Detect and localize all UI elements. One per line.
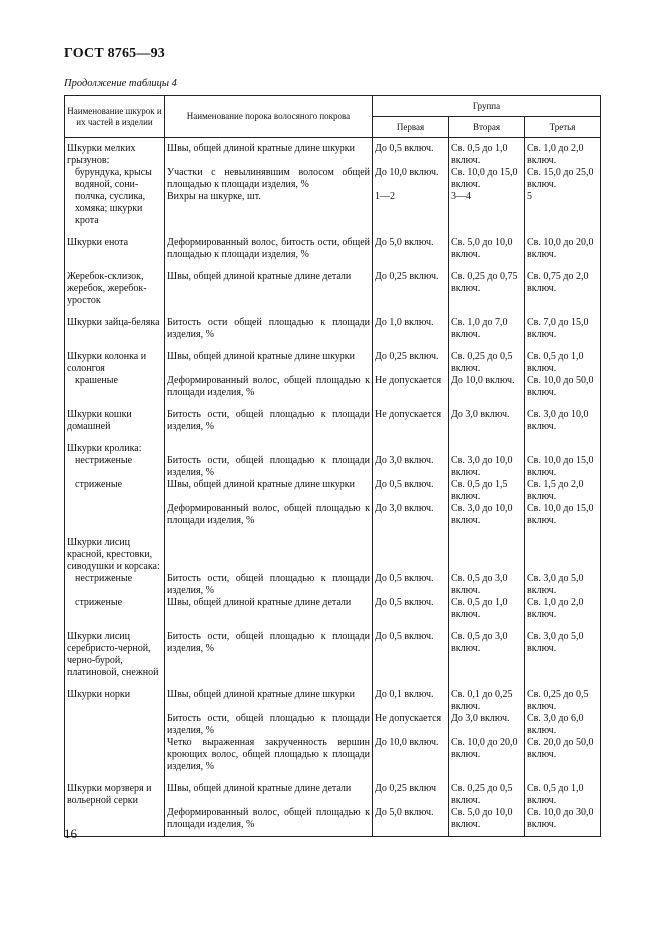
second-group-cell	[449, 138, 525, 233]
product-name: Шкурки енота	[67, 237, 129, 248]
product-subtype-label: нестриженые	[75, 455, 133, 466]
group-value: Св. 15,0 до 25,0 включ.	[527, 167, 594, 190]
first-group-cell	[373, 232, 449, 266]
group-value: Св. 0,5 до 3,0 включ.	[451, 631, 508, 654]
group-value: До 5,0 включ.	[375, 807, 434, 818]
defect-cell	[165, 346, 373, 404]
product-subtype-label: стриженые	[75, 597, 123, 608]
defect-text: Деформированный волос, общей площадью к площади изделия, %	[167, 503, 370, 526]
page-number: 16	[64, 826, 77, 841]
group-value: До 3,0 включ.	[451, 713, 510, 724]
group-value: До 10,0 включ.	[451, 375, 515, 386]
group-value: До 0,25 включ.	[375, 271, 439, 282]
product-cell	[65, 532, 165, 626]
group-value: Св. 20,0 до 50,0 включ.	[527, 737, 594, 760]
defects-table-container	[64, 95, 600, 837]
group-value: Св. 0,25 до 0,5 включ.	[527, 689, 589, 712]
first-group-cell	[373, 346, 449, 404]
defect-text: Битость ости, общей площадью к площади изделия, %	[167, 455, 370, 478]
table-row	[65, 346, 601, 404]
group-value: Св. 0,75 до 2,0 включ.	[527, 271, 589, 294]
product-name: Шкурки норки	[67, 689, 131, 700]
second-group-cell	[449, 312, 525, 346]
product-cell	[65, 404, 165, 438]
first-group-cell	[373, 684, 449, 778]
product-name: бурундука, крысы водяной, сони-полчка, суслика, хомяка; шкурки крота	[75, 167, 152, 226]
group-value: Св. 10,0 до 15,0 включ.	[527, 503, 594, 526]
group-value: Св. 0,25 до 0,5 включ.	[451, 783, 513, 806]
product-name: Шкурки морзверя и вольерной серки	[67, 783, 152, 806]
first-group-cell	[373, 404, 449, 438]
table-row	[65, 684, 601, 778]
group-value: Не допускается	[375, 375, 442, 386]
defects-table	[64, 95, 601, 837]
defect-cell	[165, 266, 373, 312]
third-group-cell	[525, 626, 601, 684]
third-group-cell	[525, 404, 601, 438]
third-group-cell	[525, 778, 601, 837]
table-body	[65, 138, 601, 837]
third-group-cell	[525, 266, 601, 312]
group-value: Св. 0,5 до 1,0 включ.	[527, 351, 584, 374]
group-value: Св. 3,0 до 6,0 включ.	[527, 713, 584, 736]
group-value: Св. 10,0 до 20,0 включ.	[451, 737, 518, 760]
document-header: ГОСТ 8765—93	[64, 46, 165, 61]
header-group: Группа	[373, 96, 601, 117]
group-value: Не допускается	[375, 713, 442, 724]
group-value: До 0,5 включ.	[375, 631, 434, 642]
group-value: До 10,0 включ.	[375, 737, 439, 748]
header-third: Третья	[525, 117, 601, 138]
product-cell	[65, 266, 165, 312]
group-value: Св. 10,0 до 15,0 включ.	[451, 167, 518, 190]
defect-cell	[165, 138, 373, 233]
third-group-cell	[525, 346, 601, 404]
table-row	[65, 266, 601, 312]
product-subtype-label: стриженые	[75, 479, 123, 490]
defect-text: Деформированный волос, общей площадью к площади изделия, %	[167, 807, 370, 830]
table-row	[65, 404, 601, 438]
group-value: Св. 1,0 до 2,0 включ.	[527, 597, 584, 620]
product-name: Шкурки лисиц красной, крестовки, сиводушки и корсака:	[67, 537, 160, 572]
header-first: Первая	[373, 117, 449, 138]
group-value: Св. 1,0 до 2,0 включ.	[527, 143, 584, 166]
defect-text: Швы, общей длиной кратные длине детали	[167, 783, 352, 794]
defect-text: Битость ости, общей площадью к площади изделия, %	[167, 573, 370, 596]
third-group-cell	[525, 438, 601, 532]
defect-cell	[165, 532, 373, 626]
table-caption: Продолжение таблицы 4	[64, 78, 177, 89]
group-value: Св. 1,0 до 7,0 включ.	[451, 317, 508, 340]
group-value: До 1,0 включ.	[375, 317, 434, 328]
defect-cell	[165, 232, 373, 266]
second-group-cell	[449, 684, 525, 778]
first-group-cell	[373, 626, 449, 684]
defect-text: Швы, общей длиной кратные длине шкурки	[167, 143, 356, 154]
product-cell	[65, 232, 165, 266]
product-cell	[65, 138, 165, 233]
table-header	[65, 96, 601, 138]
product-name: Шкурки мелких грызунов:	[67, 143, 136, 166]
third-group-cell	[525, 232, 601, 266]
group-value: Св. 0,5 до 1,5 включ.	[451, 479, 508, 502]
product-name: Шкурки колонка и солонгоя	[67, 351, 147, 374]
defect-cell	[165, 684, 373, 778]
defect-text: Швы, общей длиной кратные длине шкурки	[167, 689, 356, 700]
defect-text: Швы, общей длиной кратные длине детали	[167, 597, 352, 608]
first-group-cell	[373, 266, 449, 312]
first-group-cell	[373, 778, 449, 837]
second-group-cell	[449, 532, 525, 626]
group-value: 1—2	[375, 191, 395, 202]
table-row	[65, 778, 601, 837]
group-value: До 0,5 включ.	[375, 573, 434, 584]
group-value: До 0,25 включ.	[375, 351, 439, 362]
third-group-cell	[525, 138, 601, 233]
table-row	[65, 138, 601, 233]
third-group-cell	[525, 684, 601, 778]
group-value: 3—4	[451, 191, 471, 202]
product-cell	[65, 438, 165, 532]
third-group-cell	[525, 312, 601, 346]
group-value: Св. 0,5 до 1,0 включ.	[527, 783, 584, 806]
table-row	[65, 232, 601, 266]
group-value: До 5,0 включ.	[375, 237, 434, 248]
first-group-cell	[373, 138, 449, 233]
group-value: Св. 0,25 до 0,5 включ.	[451, 351, 513, 374]
product-subtype-label: нестриженые	[75, 573, 133, 584]
defect-text: Швы, общей длиной кратные длине шкурки	[167, 351, 356, 362]
defect-text: Битость ости общей площадью к площади изделия, %	[167, 317, 370, 340]
group-value: До 0,5 включ.	[375, 479, 434, 490]
table-row	[65, 438, 601, 532]
group-value: Св. 0,25 до 0,75 включ.	[451, 271, 518, 294]
defect-text: Четко выраженная закрученность вершин кроющих волос, общей площадью к площади изделия, %	[167, 737, 370, 772]
product-cell	[65, 778, 165, 837]
defect-text: Битость ости, общей площадью к площади изделия, %	[167, 409, 370, 432]
group-value: До 3,0 включ.	[451, 409, 510, 420]
second-group-cell	[449, 778, 525, 837]
product-name: Жеребок-склизок, жеребок, жеребок-уросток	[67, 271, 147, 306]
defect-text: Битость ости, общей площадью к площади изделия, %	[167, 631, 370, 654]
group-value: Св. 0,1 до 0,25 включ.	[451, 689, 513, 712]
defect-text: Деформированный волос, битость ости, общей площадью к площади изделия, %	[167, 237, 370, 260]
first-group-cell	[373, 532, 449, 626]
group-value: Св. 3,0 до 10,0 включ.	[451, 503, 513, 526]
product-cell	[65, 626, 165, 684]
group-value: Св. 0,5 до 1,0 включ.	[451, 597, 508, 620]
product-subtype-label: крашеные	[75, 375, 118, 386]
group-value: До 0,25 включ	[375, 783, 437, 794]
defect-cell	[165, 312, 373, 346]
group-value: Св. 3,0 до 5,0 включ.	[527, 631, 584, 654]
defect-text: Деформированный волос, общей площадью к площади изделия, %	[167, 375, 370, 398]
group-value: Св. 10,0 до 15,0 включ.	[527, 455, 594, 478]
group-value: Св. 10,0 до 20,0 включ.	[527, 237, 594, 260]
group-value: Св. 10,0 до 30,0 включ.	[527, 807, 594, 830]
group-value: Св. 7,0 до 15,0 включ.	[527, 317, 589, 340]
group-value: До 0,1 включ.	[375, 689, 434, 700]
product-name: Шкурки кошки домашней	[67, 409, 132, 432]
third-group-cell	[525, 532, 601, 626]
group-value: Св. 5,0 до 10,0 включ.	[451, 807, 513, 830]
group-value: Св. 10,0 до 50,0 включ.	[527, 375, 594, 398]
group-value: Св. 3,0 до 10,0 включ.	[527, 409, 589, 432]
header-defect: Наименование порока волосяного покрова	[165, 96, 373, 138]
second-group-cell	[449, 438, 525, 532]
defect-cell	[165, 626, 373, 684]
group-value: Св. 0,5 до 1,0 включ.	[451, 143, 508, 166]
product-subtype-label	[67, 503, 162, 527]
second-group-cell	[449, 626, 525, 684]
group-value: 5	[527, 191, 532, 202]
table-row	[65, 312, 601, 346]
defect-text: Участки с невылинявшим волосом общей площадью к площади изделия, %	[167, 167, 370, 190]
group-value: Св. 3,0 до 10,0 включ.	[451, 455, 513, 478]
group-value: До 3,0 включ.	[375, 455, 434, 466]
group-value: Св. 0,5 до 3,0 включ.	[451, 573, 508, 596]
group-value: До 3,0 включ.	[375, 503, 434, 514]
defect-text: Швы, общей длиной кратные длине шкурки	[167, 479, 356, 490]
second-group-cell	[449, 266, 525, 312]
product-cell	[65, 346, 165, 404]
second-group-cell	[449, 346, 525, 404]
first-group-cell	[373, 438, 449, 532]
defect-cell	[165, 404, 373, 438]
group-value: Св. 5,0 до 10,0 включ.	[451, 237, 513, 260]
table-row	[65, 532, 601, 626]
defect-text: Швы, общей длиной кратные длине детали	[167, 271, 352, 282]
product-cell	[65, 684, 165, 778]
first-group-cell	[373, 312, 449, 346]
defect-cell	[165, 778, 373, 837]
table-row	[65, 626, 601, 684]
product-name: Шкурки лисиц серебристо-черной, черно-бурой, платиновой, снежной	[67, 631, 159, 678]
group-value: Св. 1,5 до 2,0 включ.	[527, 479, 584, 502]
group-value: До 0,5 включ.	[375, 597, 434, 608]
product-name: Шкурки зайца-беляка	[67, 317, 160, 328]
defect-text: Вихры на шкурке, шт.	[167, 191, 261, 202]
header-second: Вторая	[449, 117, 525, 138]
product-cell	[65, 312, 165, 346]
group-value: Не допускается	[375, 409, 442, 420]
header-product: Наименование шкурок и их частей в изделии	[65, 96, 165, 138]
product-name: Шкурки кролика:	[67, 443, 142, 454]
defect-cell	[165, 438, 373, 532]
group-value: До 0,5 включ.	[375, 143, 434, 154]
second-group-cell	[449, 404, 525, 438]
defect-text: Битость ости, общей площадью к площади изделия, %	[167, 713, 370, 736]
group-value: Св. 3,0 до 5,0 включ.	[527, 573, 584, 596]
group-value: До 10,0 включ.	[375, 167, 439, 178]
second-group-cell	[449, 232, 525, 266]
